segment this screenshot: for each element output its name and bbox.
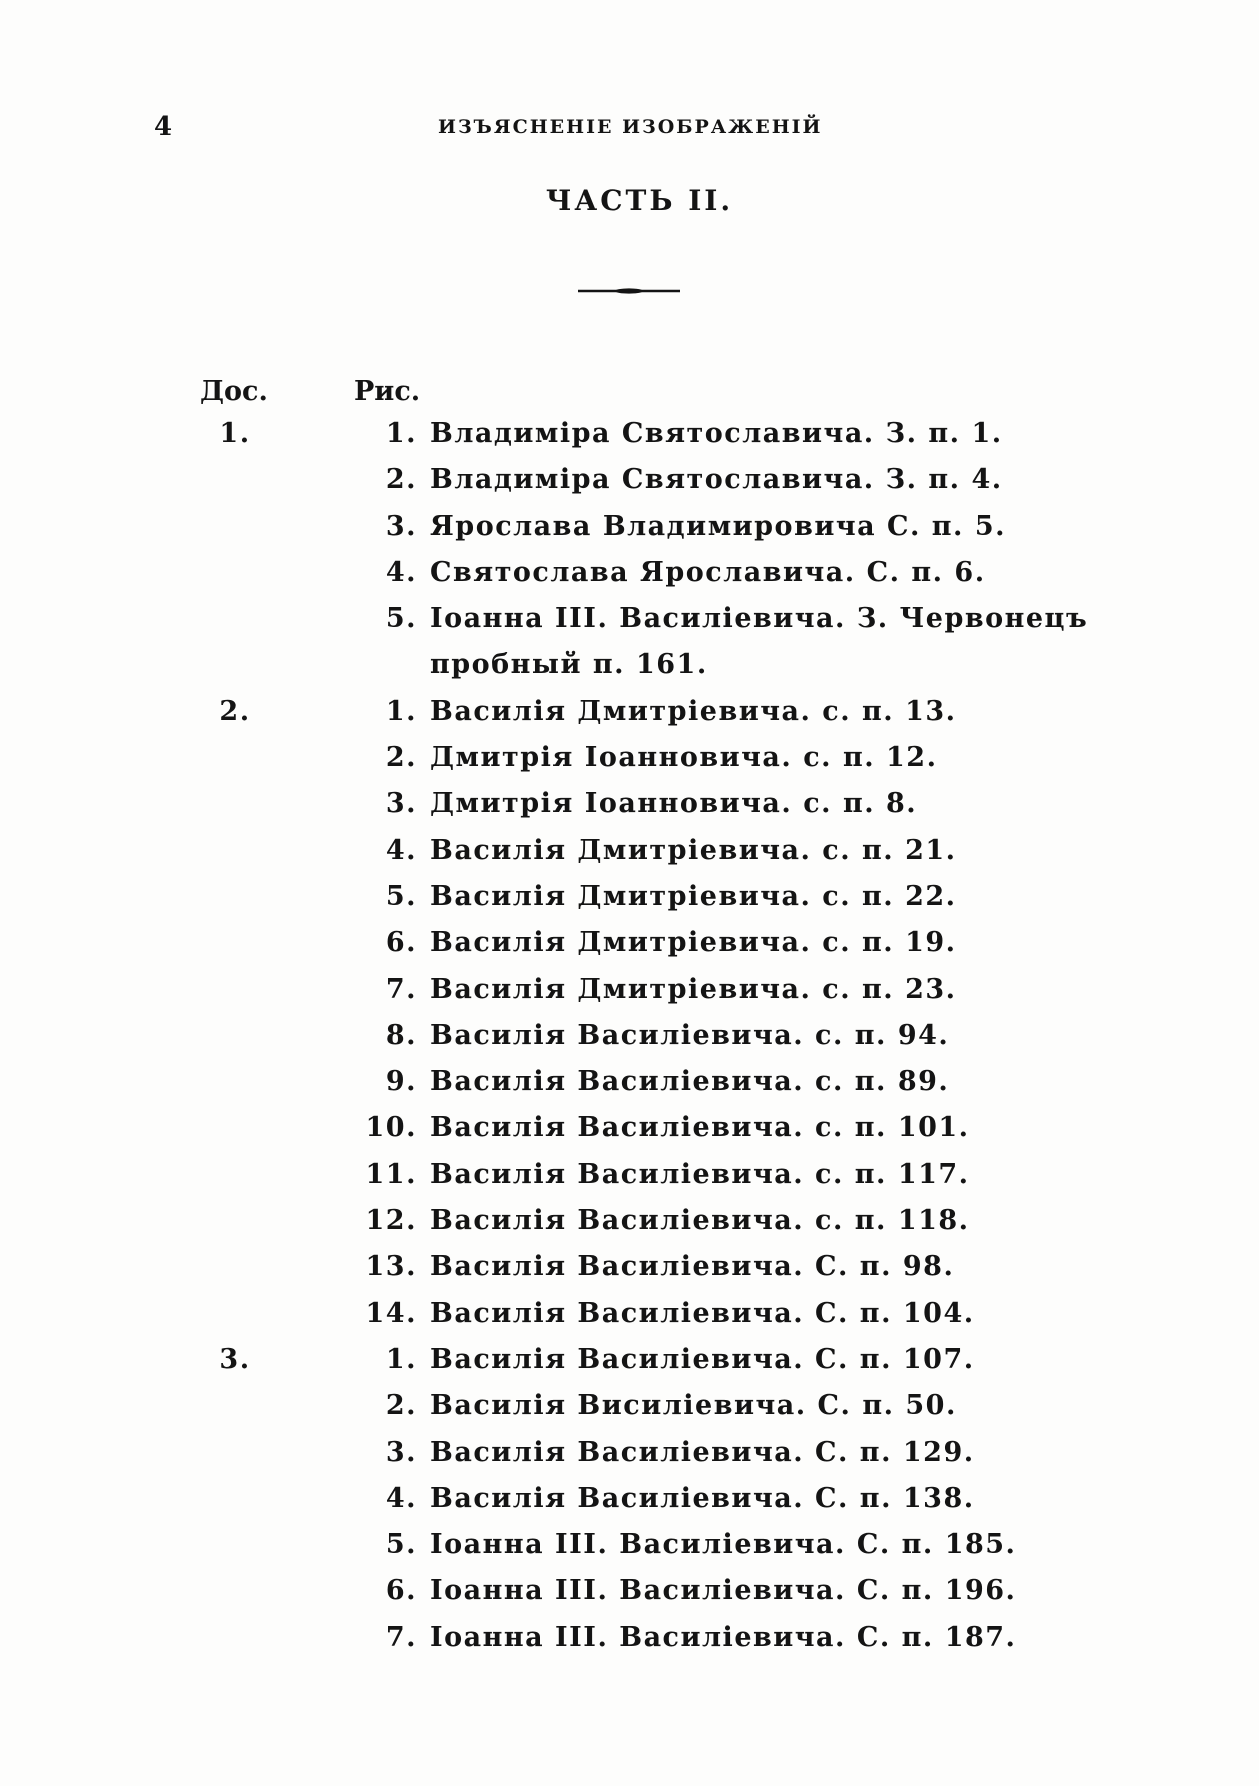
coin-description: Василія Василіевича. С. п. 107. bbox=[430, 1343, 975, 1375]
list-item bbox=[0, 974, 1259, 1020]
figure-number: 8. bbox=[385, 1019, 417, 1051]
figure-number: 4. bbox=[385, 1482, 417, 1514]
figure-number: 11. bbox=[365, 1158, 417, 1190]
figure-number: 5. bbox=[385, 603, 417, 635]
coin-description: Дмитрія Іоанновича. с. п. 8. bbox=[430, 788, 918, 820]
figure-number: 7. bbox=[385, 1621, 417, 1653]
figure-number: 4. bbox=[385, 556, 417, 588]
coin-description: Іоанна III. Василіевича. З. Червонецъ bbox=[430, 603, 1089, 635]
coin-description: Іоанна III. Василіевича. С. п. 185. bbox=[430, 1529, 1017, 1561]
list-item bbox=[0, 927, 1259, 973]
list-item bbox=[0, 1483, 1259, 1529]
coin-description: Василія Дмитріевича. с. п. 22. bbox=[430, 880, 957, 912]
figure-number: 1. bbox=[385, 695, 417, 727]
figure-number: 7. bbox=[385, 973, 417, 1005]
figure-number: 6. bbox=[385, 927, 417, 959]
list-item bbox=[0, 1390, 1259, 1436]
list-item bbox=[0, 1159, 1259, 1205]
figure-number: 2. bbox=[385, 464, 417, 496]
coin-description: Василія Василіевича. С. п. 138. bbox=[430, 1482, 975, 1514]
coin-description: Іоанна III. Василіевича. С. п. 187. bbox=[430, 1621, 1017, 1653]
coin-description: Василія Василіевича. с. п. 94. bbox=[430, 1019, 950, 1051]
running-head: ИЗЪЯСНЕНІЕ ИЗОБРАЖЕНІЙ bbox=[438, 116, 823, 138]
coin-description: Владиміра Святославича. З. п. 1. bbox=[430, 418, 1003, 449]
list-item bbox=[0, 788, 1259, 834]
figure-number: 4. bbox=[385, 834, 417, 866]
plate-number: 3. bbox=[219, 1343, 251, 1375]
coin-description: Іоанна III. Василіевича. С. п. 196. bbox=[430, 1575, 1017, 1607]
part-title: ЧАСТЬ II. bbox=[545, 184, 734, 217]
coin-description: Владиміра Святославича. З. п. 4. bbox=[430, 464, 1003, 496]
list-item bbox=[0, 1437, 1259, 1483]
plate-number: 1. bbox=[219, 418, 251, 449]
coin-description: Василія Висиліевича. С. п. 50. bbox=[430, 1390, 957, 1422]
entries-list bbox=[0, 418, 1259, 1668]
page-number: 4 bbox=[154, 112, 173, 142]
list-item bbox=[0, 1344, 1259, 1390]
coin-description: пробный п. 161. bbox=[430, 649, 708, 681]
list-item bbox=[0, 1622, 1259, 1668]
coin-description: Василія Василіевича. С. п. 98. bbox=[430, 1251, 955, 1283]
coin-description: Василія Василіевича. С. п. 104. bbox=[430, 1297, 975, 1329]
list-item bbox=[0, 1298, 1259, 1344]
figure-number: 3. bbox=[385, 510, 417, 542]
coin-description: Василія Дмитріевича. с. п. 23. bbox=[430, 973, 957, 1005]
list-item bbox=[0, 881, 1259, 927]
coin-description: Дмитрія Іоанновича. с. п. 12. bbox=[430, 742, 938, 774]
figure-number: 3. bbox=[385, 1436, 417, 1468]
list-item bbox=[0, 603, 1259, 649]
coin-description: Василія Дмитріевича. с. п. 13. bbox=[430, 695, 957, 727]
coin-description: Василія Василіевича. с. п. 118. bbox=[430, 1205, 970, 1237]
list-item bbox=[0, 1112, 1259, 1158]
list-item bbox=[0, 835, 1259, 881]
coin-description: Василія Василіевича. с. п. 101. bbox=[430, 1112, 970, 1144]
plate-number: 2. bbox=[219, 695, 251, 727]
coin-description: Василія Василіевича. с. п. 89. bbox=[430, 1066, 950, 1098]
coin-description: Василія Дмитріевича. с. п. 21. bbox=[430, 834, 957, 866]
divider-ornament bbox=[578, 286, 680, 296]
list-item bbox=[0, 511, 1259, 557]
list-item bbox=[0, 418, 1259, 464]
list-item bbox=[0, 696, 1259, 742]
coin-description: Ярослава Владимировича С. п. 5. bbox=[430, 510, 1007, 542]
list-item bbox=[0, 557, 1259, 603]
list-item bbox=[0, 464, 1259, 510]
list-item bbox=[0, 1066, 1259, 1112]
figure-number: 1. bbox=[385, 418, 417, 449]
list-item bbox=[0, 1205, 1259, 1251]
coin-description: Святослава Ярославича. С. п. 6. bbox=[430, 556, 986, 588]
figure-number: 5. bbox=[385, 1529, 417, 1561]
figure-number: 2. bbox=[385, 742, 417, 774]
figure-number: 5. bbox=[385, 880, 417, 912]
column-header-figure: Рис. bbox=[354, 376, 421, 407]
figure-number: 13. bbox=[365, 1251, 417, 1283]
list-item bbox=[0, 1251, 1259, 1297]
list-item bbox=[0, 1575, 1259, 1621]
list-item bbox=[0, 1529, 1259, 1575]
figure-number: 1. bbox=[385, 1343, 417, 1375]
figure-number: 9. bbox=[385, 1066, 417, 1098]
list-item bbox=[0, 742, 1259, 788]
figure-number: 3. bbox=[385, 788, 417, 820]
figure-number: 2. bbox=[385, 1390, 417, 1422]
column-header-plate: Дос. bbox=[200, 376, 268, 407]
figure-number: 6. bbox=[385, 1575, 417, 1607]
coin-description: Василія Дмитріевича. с. п. 19. bbox=[430, 927, 957, 959]
figure-number: 10. bbox=[365, 1112, 417, 1144]
coin-description: Василія Василіевича. с. п. 117. bbox=[430, 1158, 970, 1190]
list-item bbox=[0, 1020, 1259, 1066]
figure-number: 14. bbox=[365, 1297, 417, 1329]
list-item bbox=[0, 649, 1259, 695]
figure-number: 12. bbox=[365, 1205, 417, 1237]
coin-description: Василія Василіевича. С. п. 129. bbox=[430, 1436, 975, 1468]
